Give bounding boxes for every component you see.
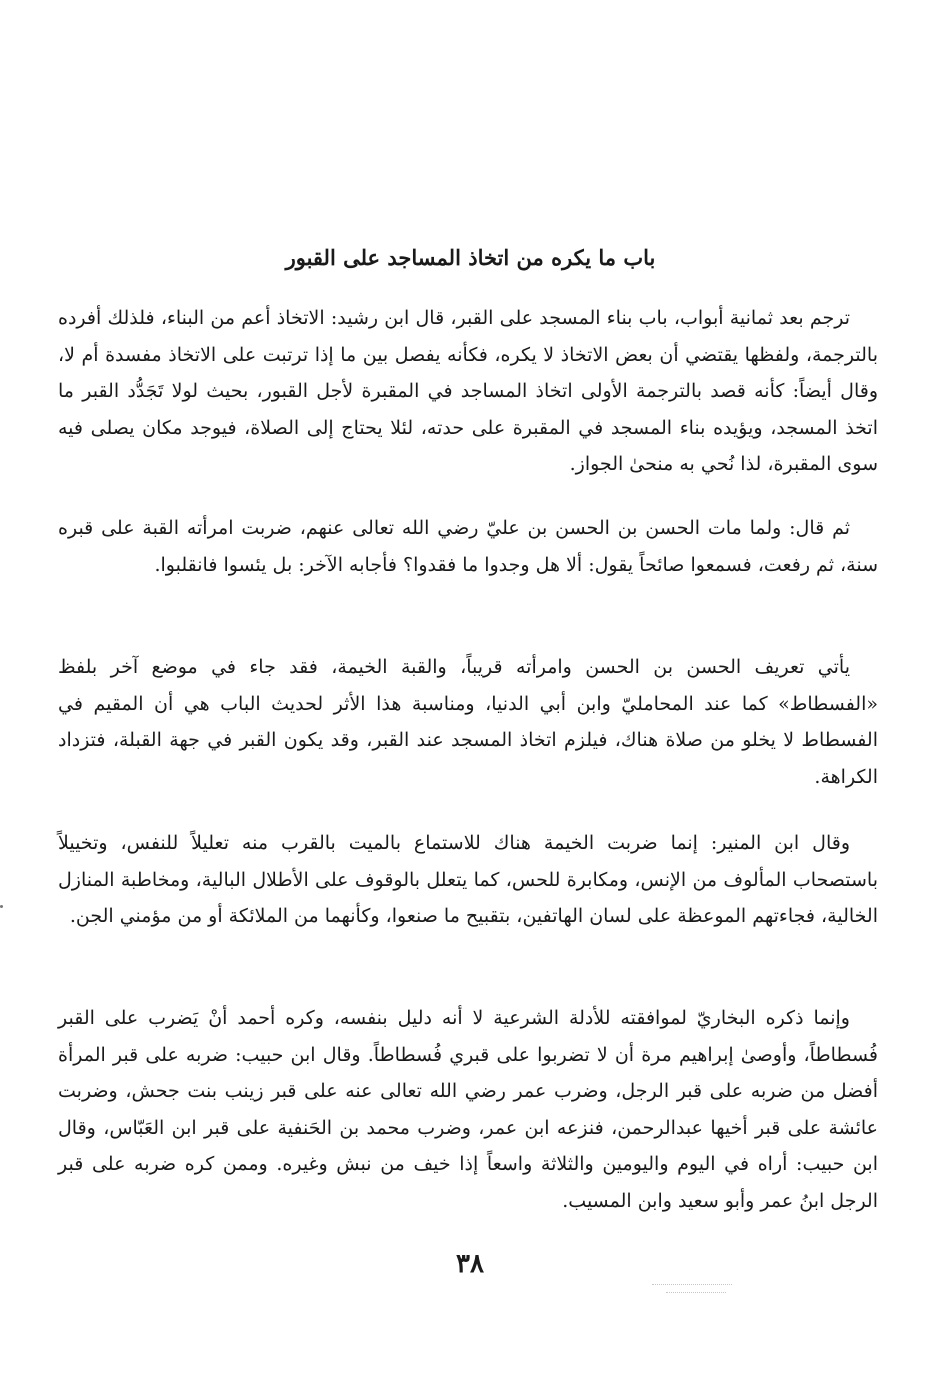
paragraph-3: يأتي تعريف الحسن بن الحسن وامرأته قريباً، والقبة الخيمة، فقد جاء في موضع آخر بلفظ «الفسطاط» كما عند المحامليّ وابن أبي الدنيا، ومناسبة هذا الأثر لحديث الباب هي أن المقيم في الفسطاط لا يخلو من صلاة هناك، فيلزم اتخاذ المسجد عند القبر، وقد يكون القبر في جهة القبلة، فتزداد الكراهة. [58,656,878,788]
page-number: ٣٨ [456,1249,484,1279]
paragraph-5: وإنما ذكره البخاريّ لموافقته للأدلة الشرعية لا أنه دليل بنفسه، وكره أحمد أنْ يَضرب على القبر فُسطاطاً، وأوصىٰ إبراهيم مرة أن لا تضربوا على قبري فُسطاطاً. وقال ابن حبيب: ضربه على قبر المرأة أفضل من ضربه على قبر الرجل، وضرب عمر رضي الله تعالى عنه على قبر زينب بنت جحش، وضربت عائشة على قبر أخيها عبدالرحمن، فنزعه ابن عمر، وضرب محمد بن الحَنفية على قبر ابن العَبّاس، وقال ابن حبيب: أراه في اليوم واليومين والثلاثة واسعاً إذا خيف من نبش وغيره. وممن كره ضربه على قبر الرجل ابنُ عمر وأبو سعيد وابن المسيب. [58,1007,878,1212]
scan-artifact-line [652,1284,732,1285]
scan-artifact-dot [0,905,3,908]
chapter-title: باب ما يكره من اتخاذ المساجد على القبور [285,245,656,270]
paragraph-4: وقال ابن المنير: إنما ضربت الخيمة هناك للاستماع بالميت بالقرب منه تعليلاً للنفس، وتخييلاً باستصحاب المألوف من الإنس، ومكابرة للحس، كما يتعلل بالوقوف على الأطلال البالية، ومخاطبة المنازل الخالية، فجاءتهم الموعظة على لسان الهاتفين، بتقبيح ما صنعوا، وكأنهما من الملائكة أو من مؤمني الجن. [58,832,878,927]
paragraph-2: ثم قال: ولما مات الحسن بن الحسن بن عليّ رضي الله تعالى عنهم، ضربت امرأته القبة على قبره سنة، ثم رفعت، فسمعوا صائحاً يقول: ألا هل وجدوا ما فقدوا؟ فأجابه الآخر: بل يئسوا فانقلبوا. [58,517,878,576]
paragraph-1: ترجم بعد ثمانية أبواب، باب بناء المسجد على القبر، قال ابن رشيد: الاتخاذ أعم من البناء، فلذلك أفرده بالترجمة، ولفظها يقتضي أن بعض الاتخاذ لا يكره، فكأنه يفصل بين ما إذا ترتبت على الاتخاذ مفسدة أم لا، وقال أيضاً: كأنه قصد بالترجمة الأولى اتخاذ المساجد في المقبرة لأجل القبور، بحيث لولا تَجَدُّد القبر ما اتخذ المسجد، ويؤيده بناء المسجد في المقبرة على حدته، لئلا يحتاج إلى الصلاة، فيوجد مكان يصلى فيه سوى المقبرة، لذا نُحي به منحىٰ الجواز. [58,307,878,475]
scan-artifact-line [666,1292,726,1293]
